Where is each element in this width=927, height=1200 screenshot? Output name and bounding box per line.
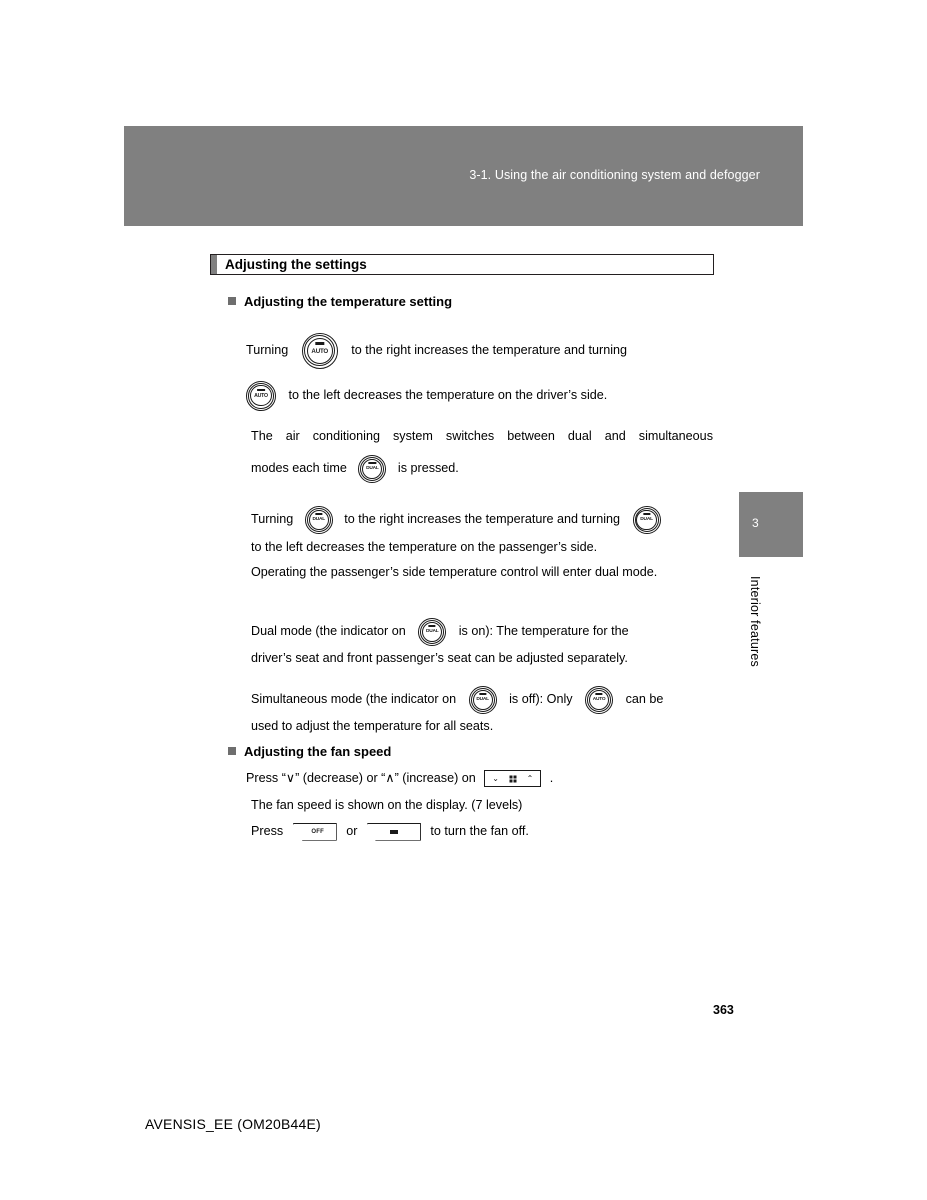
square-bullet-icon-2 [228, 747, 236, 755]
ac-off-button-glyph-icon [390, 830, 398, 834]
paragraph-turning-dual-left-text: to the left decreases the temperature on the passenger’s side. [251, 540, 598, 554]
paragraph-fan-press-text-2: . [549, 771, 554, 785]
dual-knob-2-indicator-icon [315, 513, 322, 515]
dual-knob-1-label: DUAL [366, 466, 379, 472]
auto-knob-icon-3[interactable] [585, 686, 613, 714]
paragraph-fan-press [246, 769, 712, 787]
paragraph-turning-dual-left [251, 539, 713, 556]
paragraph-dual-mode-text-1: Dual mode (the indicator on [251, 624, 406, 638]
dual-knob-1-indicator-icon [369, 462, 376, 464]
dual-knob-5-label: DUAL [476, 697, 489, 703]
section-title-bar [210, 254, 714, 275]
dual-knob-4-label: DUAL [425, 629, 439, 635]
page-number: 363 [713, 1003, 734, 1017]
paragraph-fan-off-text-1: Press [251, 824, 284, 838]
chapter-tab-marker [739, 492, 803, 557]
dual-knob-icon-4[interactable] [418, 618, 446, 646]
paragraph-simultaneous-mode-text-3: can be [625, 692, 664, 706]
paragraph-dual-mode-text-2: is on): The temperature for the [458, 624, 629, 638]
paragraph-turning-auto-text-1: Turning [246, 343, 289, 357]
chapter-number: 3 [752, 516, 759, 530]
dual-knob-3-indicator-icon [643, 513, 650, 515]
paragraph-turning-dual [251, 504, 713, 534]
chapter-label: Interior features [748, 576, 762, 667]
subheading-fan-speed [228, 744, 391, 759]
fan-increase-chevron-icon[interactable]: ⌃ [526, 774, 534, 784]
section-title-text: Adjusting the settings [225, 257, 367, 272]
paragraph-simultaneous-mode-text-1: Simultaneous mode (the indicator on [251, 692, 457, 706]
paragraph-dual-simultaneous-line2 [251, 452, 713, 484]
fan-blower-icon [509, 775, 516, 782]
dual-knob-icon-5[interactable] [469, 686, 497, 714]
paragraph-fan-off [251, 822, 713, 841]
auto-knob-label: AUTO [311, 347, 329, 355]
paragraph-dual-simultaneous-line1 [251, 428, 713, 445]
paragraph-operating-passenger: Operating the passenger’s side temperature control will enter dual mode. [251, 565, 658, 579]
auto-knob-2-indicator-icon [257, 389, 265, 391]
paragraph-fan-off-text-2: or [346, 824, 358, 838]
paragraph-simultaneous-mode-text-2: is off): Only [509, 692, 573, 706]
paragraph-fan-press-text-1: Press “∨” (decrease) or “∧” (increase) on [246, 771, 476, 785]
auto-knob-icon[interactable] [302, 333, 338, 369]
dual-knob-3-label: DUAL [640, 517, 653, 523]
subheading-fan-speed-label: Adjusting the fan speed [244, 744, 392, 759]
paragraph-fan-display: The fan speed is shown on the display. (7 levels) [251, 798, 523, 812]
auto-knob-indicator-icon [315, 342, 324, 345]
fan-off-button-label: OFF [311, 828, 324, 835]
paragraph-turning-dual-text-1: Turning [251, 512, 294, 526]
paragraph-turning-auto-left [246, 378, 712, 412]
subheading-temperature-setting [228, 294, 452, 309]
auto-knob-3-label: AUTO [592, 697, 606, 703]
paragraph-dual-simultaneous-text-2: modes each time [251, 461, 347, 475]
paragraph-fan-off-text-3: to turn the fan off. [430, 824, 529, 838]
paragraph-turning-auto [246, 325, 712, 375]
fan-off-button-icon[interactable] [293, 823, 337, 841]
paragraph-turning-auto-text-2: to the right increases the temperature and turning [351, 343, 628, 357]
dual-knob-5-indicator-icon [479, 693, 486, 695]
dual-knob-2-label: DUAL [312, 517, 325, 523]
paragraph-simultaneous-mode-line2: used to adjust the temperature for all seats. [251, 719, 494, 733]
paragraph-simultaneous-mode [251, 684, 713, 715]
section-tab-marker [211, 255, 217, 274]
document-code: AVENSIS_EE (OM20B44E) [145, 1116, 321, 1132]
auto-knob-icon-2[interactable] [246, 381, 276, 411]
dual-knob-icon-2[interactable] [305, 506, 333, 534]
auto-knob-2-label: AUTO [254, 393, 268, 400]
dual-knob-icon-3[interactable] [633, 506, 661, 534]
paragraph-dual-simultaneous-text-3: is pressed. [397, 461, 459, 475]
dual-knob-4-indicator-icon [429, 625, 436, 627]
header-section-title: 3-1. Using the air conditioning system and defogger [469, 168, 760, 182]
subheading-temperature-label: Adjusting the temperature setting [244, 294, 453, 309]
paragraph-turning-auto-left-text: to the left decreases the temperature on the driver’s side. [288, 388, 608, 402]
fan-speed-rocker-button-icon[interactable] [484, 770, 541, 787]
paragraph-turning-dual-text-2: to the right increases the temperature and turning [344, 512, 621, 526]
page-header-band [124, 126, 803, 226]
auto-knob-3-indicator-icon [595, 693, 602, 695]
square-bullet-icon [228, 297, 236, 305]
dual-knob-icon-1[interactable] [358, 455, 386, 483]
paragraph-dual-mode-line2: driver’s seat and front passenger’s seat can be adjusted separately. [251, 651, 628, 665]
fan-decrease-chevron-icon[interactable]: ⌄ [492, 774, 499, 784]
paragraph-dual-simultaneous-text-1: The air conditioning system switches between dual and simultaneous [251, 429, 713, 443]
paragraph-dual-mode [251, 616, 713, 647]
ac-off-button-icon[interactable] [367, 823, 421, 841]
